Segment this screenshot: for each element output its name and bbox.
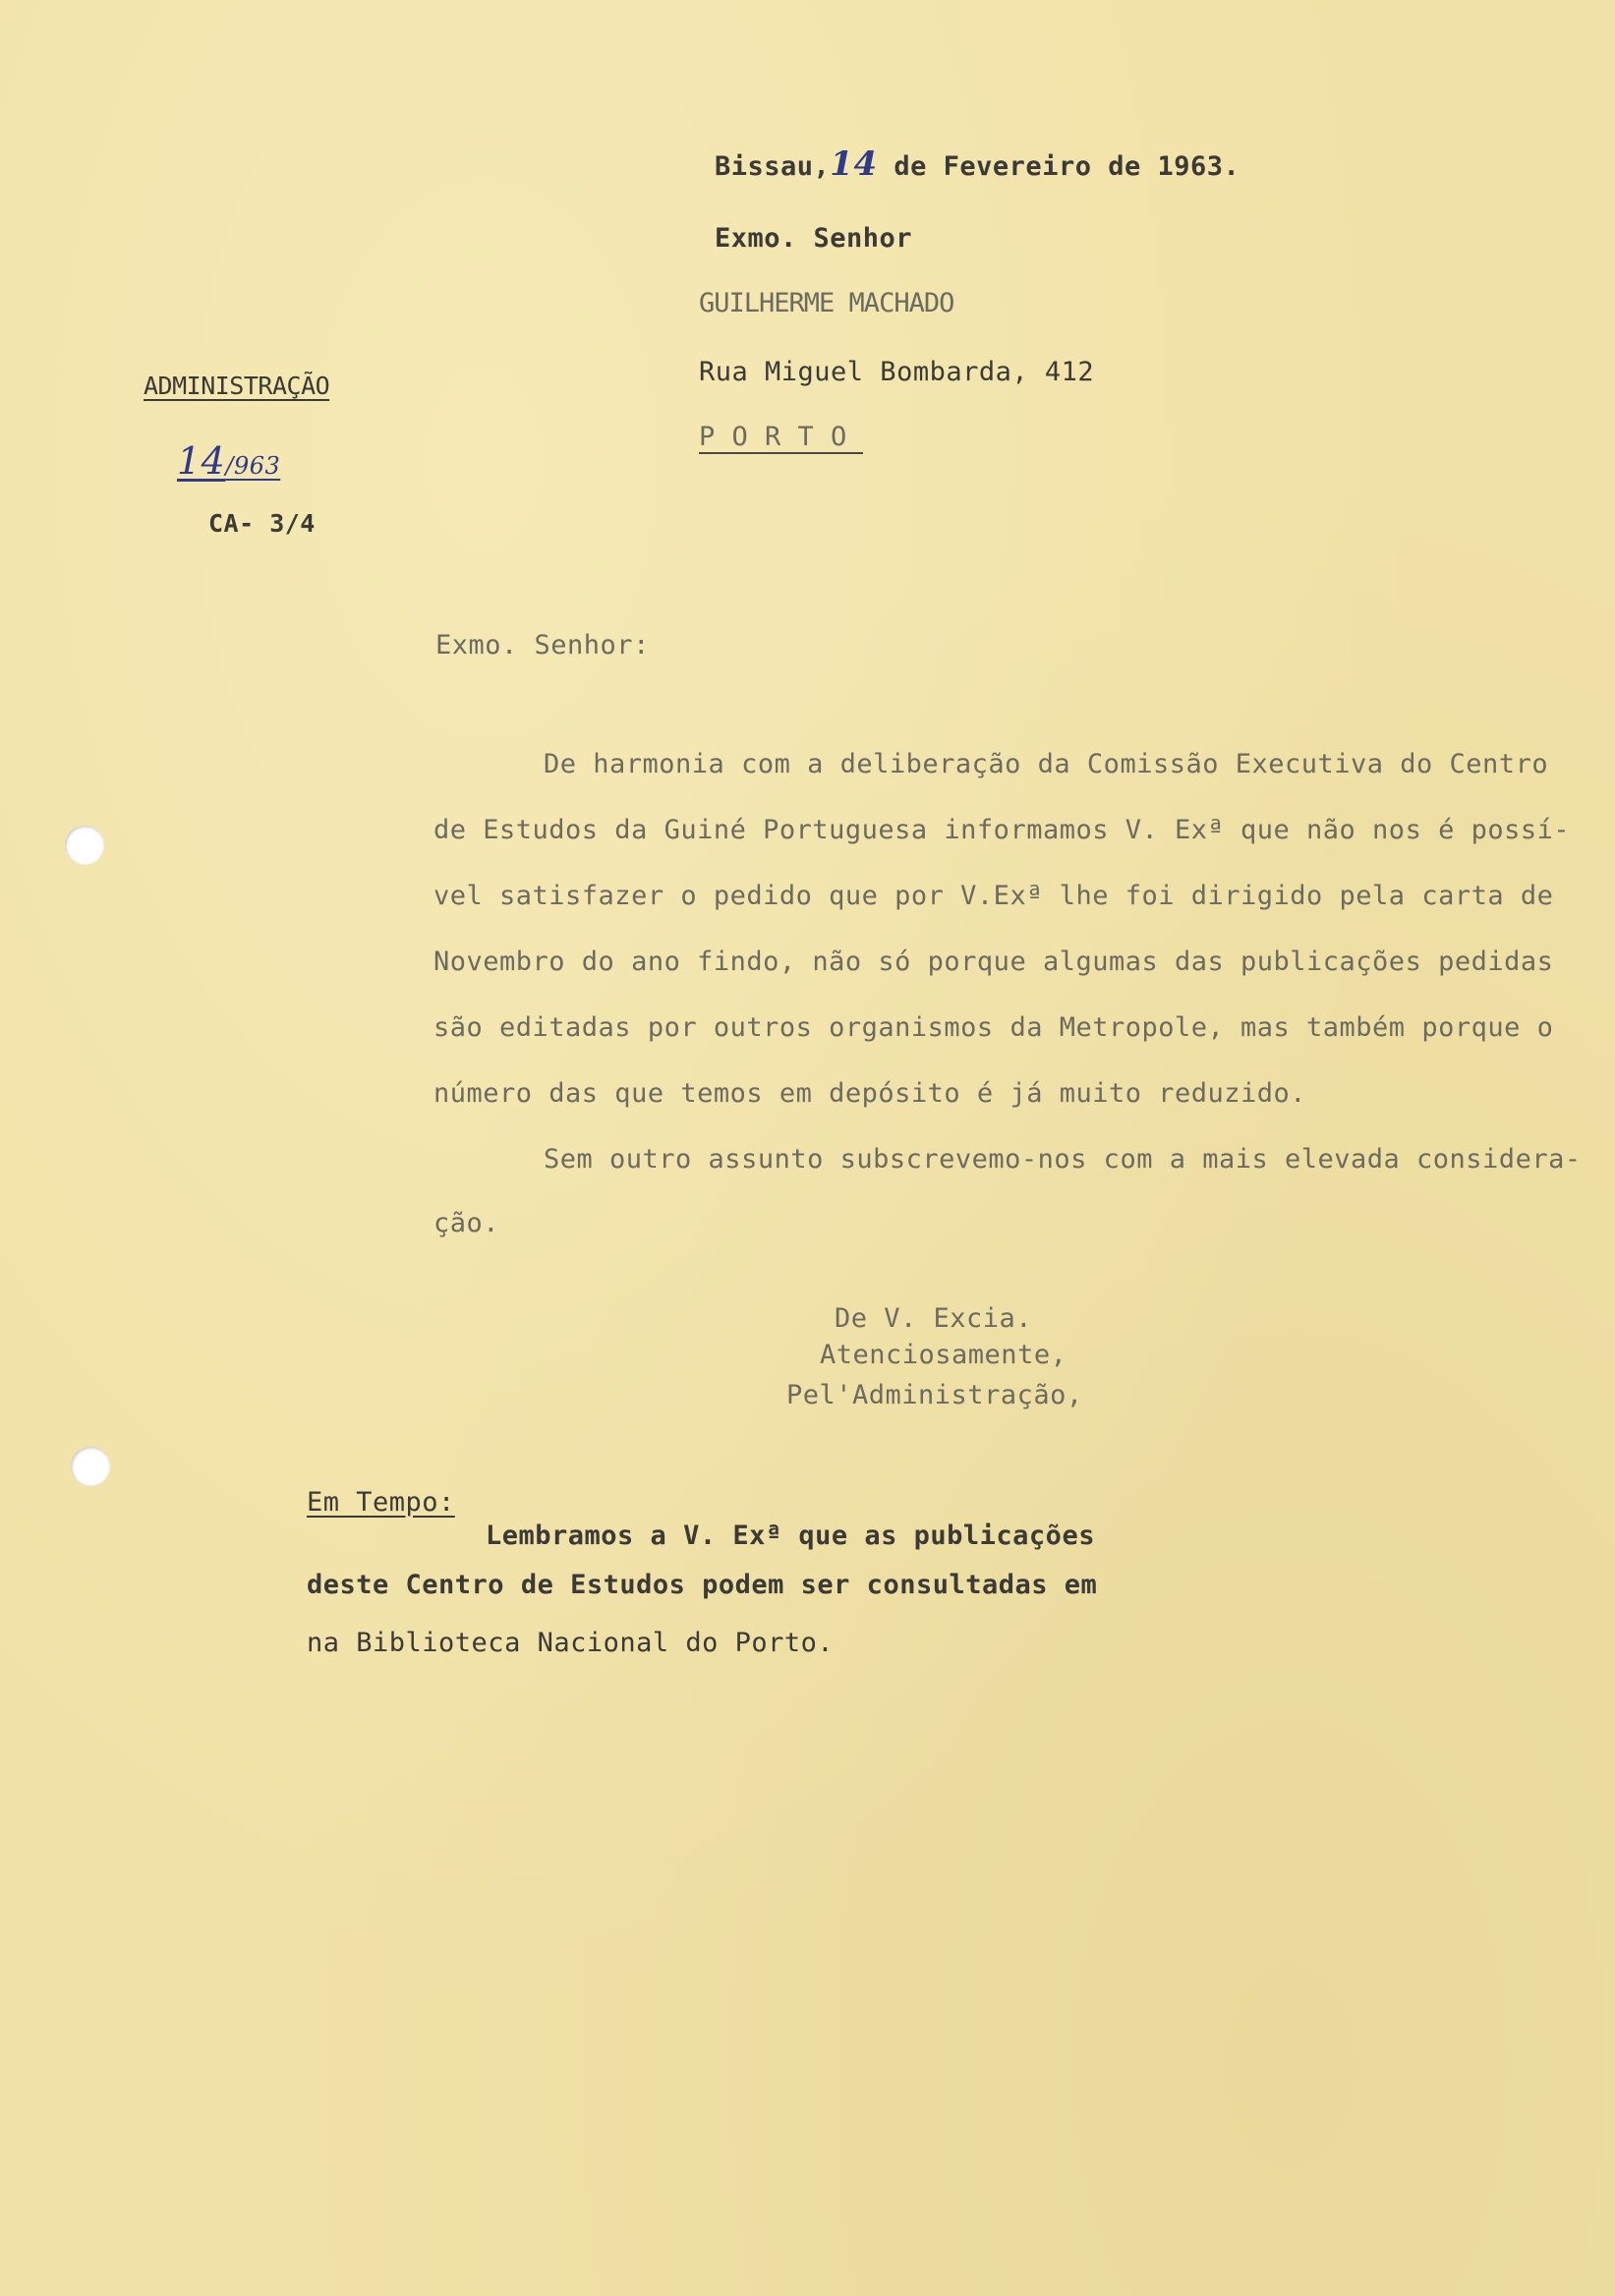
paragraph1-line: De harmonia com a deliberação da Comissão Executiva do Centro — [544, 749, 1549, 779]
recipient-salutation: Exmo. Senhor — [715, 223, 913, 254]
postscript-line: deste Centro de Estudos podem ser consultadas em — [307, 1570, 1098, 1600]
paragraph1-line: são editadas por outros organismos da Metropole, mas também porque o — [433, 1012, 1554, 1043]
reference-number — [177, 439, 281, 483]
department-label: ADMINISTRAÇÃO — [144, 372, 330, 400]
punch-hole-top — [65, 826, 104, 865]
reference-year: /963 — [225, 452, 281, 480]
paragraph1-line: Novembro do ano findo, não só porque algumas das publicações pedidas — [433, 947, 1554, 977]
paragraph1-line: número das que temos em depósito é já muito reduzido. — [433, 1078, 1307, 1109]
paragraph1-line: vel satisfazer o pedido que por V.Exª lhe foi dirigido pela carta de — [433, 881, 1554, 911]
date-place: Bissau, — [715, 151, 831, 182]
recipient-city-underline — [699, 452, 863, 454]
recipient-name: GUILHERME MACHADO — [699, 288, 954, 318]
date-day-handwritten: 14 — [830, 144, 878, 184]
postscript-line: Lembramos a V. Exª que as publicações — [486, 1521, 1095, 1551]
paragraph2-line: ção. — [433, 1208, 500, 1238]
date-line — [715, 144, 1240, 184]
reference-number-handwritten: 14 — [177, 439, 226, 483]
paragraph1-line: de Estudos da Guiné Portuguesa informamos V. Exª que não nos é possí- — [433, 815, 1571, 845]
recipient-city: P O R T O — [699, 422, 847, 452]
closing-line-1: De V. Excia. — [835, 1303, 1033, 1334]
recipient-street: Rua Miguel Bombarda, 412 — [699, 357, 1095, 387]
postscript-line: na Biblioteca Nacional do Porto. — [307, 1628, 835, 1658]
punch-hole-bottom — [71, 1447, 110, 1486]
date-rest: de Fevereiro de 1963. — [894, 151, 1240, 182]
postscript-label: Em Tempo: — [307, 1487, 455, 1518]
closing-line-2: Atenciosamente, — [820, 1340, 1067, 1370]
reference-code: CA- 3/4 — [208, 509, 316, 538]
body-greeting: Exmo. Senhor: — [435, 630, 650, 660]
closing-line-3: Pel'Administração, — [786, 1380, 1083, 1410]
paragraph2-line: Sem outro assunto subscrevemo-nos com a mais elevada considera- — [544, 1144, 1582, 1175]
